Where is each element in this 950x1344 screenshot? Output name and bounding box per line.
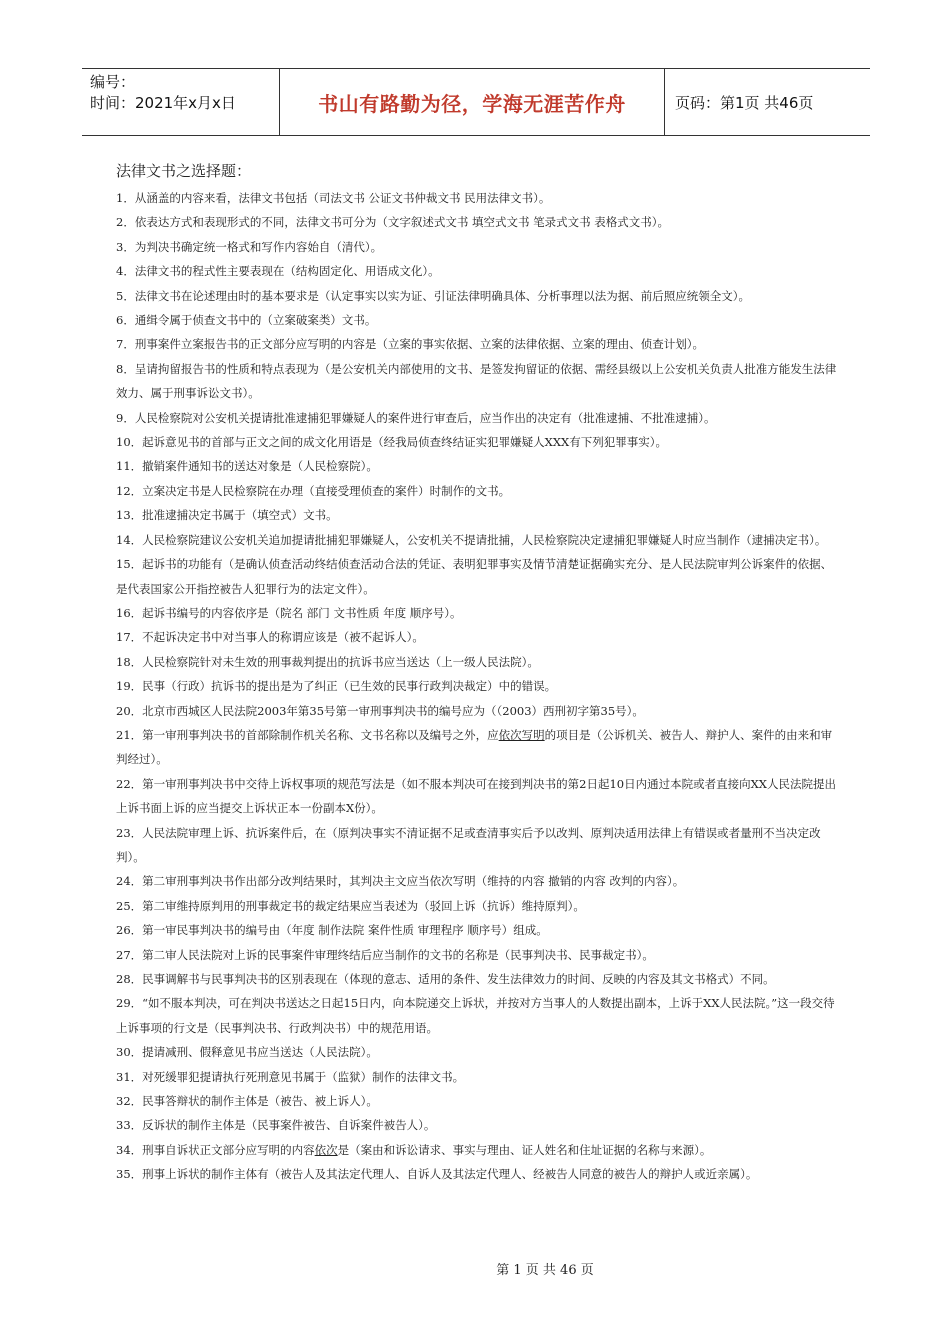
question-item: 35．刑事上诉状的制作主体有（被告人及其法定代理人、自诉人及其法定代理人、经被告人同意的被告人的辩护人或近亲属）。 bbox=[116, 1167, 758, 1182]
question-item: 20．北京市西城区人民法院2003年第35号第一审刑事判决书的编号应为（（2003）西刑初字第35号）。 bbox=[116, 703, 644, 718]
question-item: 25．第二审维持原判用的刑事裁定书的裁定结果应当表述为（驳回上诉（抗诉）维持原判）。 bbox=[116, 898, 585, 913]
question-item: 22．第一审刑事判决书中交待上诉权事项的规范写法是（如不服本判决可在接到判决书的第2日起10日内通过本院或者直接向XX人民法院提出上诉书面上诉的应当提交上诉状正本一份副本X份）。 bbox=[116, 776, 836, 816]
question-item: 6．通缉令属于侦查文书中的（立案破案类）文书。 bbox=[116, 313, 377, 328]
question-item bbox=[116, 1138, 842, 1162]
number-label: 编号： bbox=[90, 73, 136, 91]
question-item: 32．民事答辩状的制作主体是（被告、被上诉人）。 bbox=[116, 1094, 378, 1109]
question-item: 4．法律文书的程式性主要表现在（结构固定化、用语成文化）。 bbox=[116, 264, 440, 279]
question-item: 16．起诉书编号的内容依序是（院名 部门 文书性质 年度 顺序号）。 bbox=[116, 605, 462, 620]
question-item: 30．提请减刑、假释意见书应当送达（人民法院）。 bbox=[116, 1045, 378, 1060]
question-item: 19．民事（行政）抗诉书的提出是为了纠正（已生效的民事行政判决裁定）中的错误。 bbox=[116, 679, 557, 694]
question-item: 3．为判决书确定统一格式和写作内容始自（清代）。 bbox=[116, 239, 383, 254]
underlined-text: 依次写明 bbox=[498, 727, 545, 742]
question-item: 27．第二审人民法院对上诉的民事案件审理终结后应当制作的文书的名称是（民事判决书、民事裁定书）。 bbox=[116, 947, 654, 962]
time-label: 时间：2021年x月x日 bbox=[90, 94, 236, 112]
question-item: 8．呈请拘留报告书的性质和特点表现为（是公安机关内部使用的文书、是签发拘留证的依据、需经县级以上公安机关负责人批准方能发生法律效力、属于刑事诉讼文书）。 bbox=[116, 361, 837, 401]
question-item: 29．“如不服本判决，可在判决书送达之日起15日内，向本院递交上诉状，并按对方当事人的人数提出副本，上诉于XX人民法院。”这一段交待上诉事项的行文是（民事判决书、行政判决书）中的规范用语。 bbox=[116, 996, 835, 1035]
question-item: 11．撤销案件通知书的送达对象是（人民检察院）。 bbox=[116, 459, 378, 474]
question-item: 10．起诉意见书的首部与正文之间的成文化用语是（经我局侦查终结证实犯罪嫌疑人XXX有下列犯罪事实）。 bbox=[116, 435, 667, 450]
question-text: 21．第一审刑事判决书的首部除制作机关名称、文书名称以及编号之外，应 bbox=[116, 727, 499, 742]
question-item: 24．第二审刑事判决书作出部分改判结果时，其判决主文应当依次写明（维持的内容 撤销的内容 改判的内容）。 bbox=[116, 874, 685, 889]
underlined-text: 依次 bbox=[314, 1142, 338, 1157]
header-left-cell bbox=[82, 69, 280, 135]
question-item: 12．立案决定书是人民检察院在办理（直接受理侦查的案件）时制作的文书。 bbox=[116, 483, 511, 498]
question-item bbox=[116, 723, 842, 772]
header-page-info: 页码：第1页 共46页 bbox=[675, 93, 814, 112]
question-text: 34．刑事自诉状正文部分应写明的内容 bbox=[116, 1142, 315, 1157]
question-item: 7．刑事案件立案报告书的正文部分应写明的内容是（立案的事实依据、立案的法律依据、立案的理由、侦查计划）。 bbox=[116, 337, 705, 352]
header-table bbox=[82, 68, 870, 136]
question-text: 是（案由和诉讼请求、事实与理由、证人姓名和住址证据的名称与来源）。 bbox=[337, 1142, 712, 1157]
question-list bbox=[116, 186, 842, 1187]
question-text: 的项目是（公诉机关、被告人、辩护人、案件的由来和审判经过）。 bbox=[116, 727, 833, 767]
question-item: 9．人民检察院对公安机关提请批准逮捕犯罪嫌疑人的案件进行审查后，应当作出的决定有（批准逮捕、不批准逮捕）。 bbox=[116, 410, 716, 425]
question-item: 28．民事调解书与民事判决书的区别表现在（体现的意志、适用的条件、发生法律效力的时间、反映的内容及其文书格式）不同。 bbox=[116, 972, 775, 986]
question-item: 33．反诉状的制作主体是（民事案件被告、自诉案件被告人）。 bbox=[116, 1118, 436, 1133]
question-item: 2．依表达方式和表现形式的不同，法律文书可分为（文字叙述式文书 填空式文书 笔录式文书 表格式文书）。 bbox=[116, 215, 670, 230]
question-item: 26．第一审民事判决书的编号由（年度 制作法院 案件性质 审理程序 顺序号）组成。 bbox=[116, 923, 548, 938]
page-footer: 第 1 页 共 46 页 bbox=[496, 1263, 594, 1278]
document-title: 法律文书之选择题： bbox=[116, 162, 252, 180]
header-motto: 书山有路勤为径，学海无涯苦作舟 bbox=[280, 69, 665, 135]
question-item: 14．人民检察院建议公安机关追加提请批捕犯罪嫌疑人，公安机关不提请批捕，人民检察院决定逮捕犯罪嫌疑人时应当制作（逮捕决定书）。 bbox=[116, 532, 827, 547]
question-item: 23．人民法院审理上诉、抗诉案件后，在（原判决事实不清证据不足或查清事实后予以改判、原判决适用法律上有错误或者量刑不当决定改判）。 bbox=[116, 825, 821, 864]
question-item: 31．对死缓罪犯提请执行死刑意见书属于（监狱）制作的法律文书。 bbox=[116, 1069, 465, 1084]
question-item: 1．从涵盖的内容来看，法律文书包括（司法文书 公证文书仲裁文书 民用法律文书）。 bbox=[116, 191, 551, 205]
question-item: 5．法律文书在论述理由时的基本要求是（认定事实以实为证、引证法律明确具体、分析事理以法为据、前后照应统领全文）。 bbox=[116, 288, 751, 303]
question-item: 17．不起诉决定书中对当事人的称谓应该是（被不起诉人）。 bbox=[116, 630, 424, 645]
question-item: 13．批准逮捕决定书属于（填空式）文书。 bbox=[116, 508, 338, 523]
question-item: 18．人民检察院针对未生效的刑事裁判提出的抗诉书应当送达（上一级人民法院）。 bbox=[116, 654, 539, 669]
question-item: 15．起诉书的功能有（是确认侦查活动终结侦查活动合法的凭证、表明犯罪事实及情节清楚证据确实充分、是人民法院审判公诉案件的依据、是代表国家公开指控被告人犯罪行为的法定文件）。 bbox=[116, 557, 833, 596]
